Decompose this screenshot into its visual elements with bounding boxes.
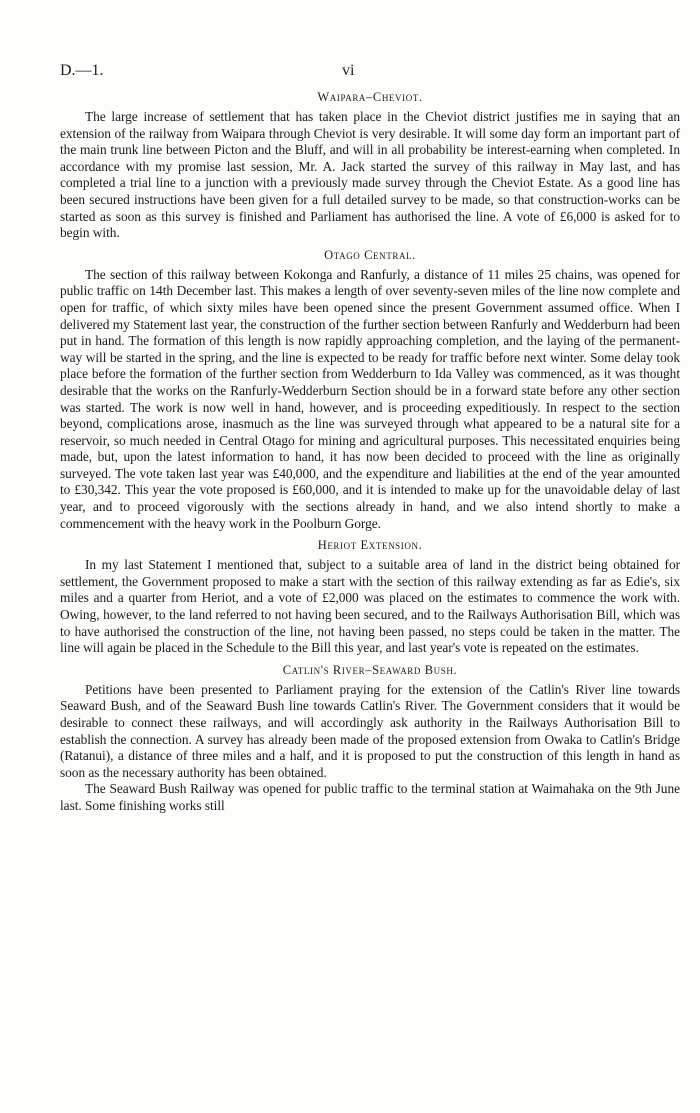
section-heading: Catlin's River–Seaward Bush.: [282, 662, 458, 677]
paragraph: The section of this railway between Kokonga and Ranfurly, a distance of 11 miles 25 chains, was opened for public traffic on 14th December last. This makes a length of over seventy-seven miles of the line now complete and open for traffic, of which sixty miles have been opened since the present Government assumed office. When I delivered my Statement last year, the construction of the further section between Ranfurly and Wedderburn had been put in hand. The formation of this length is now rapidly approaching completion, and the laying of the permanent-way will be started in the spring, and the line is expected to be ready for traffic before next winter. Some delay took place before the formation of the further section from Wedderburn to Ida Valley was commenced, as it was thought desirable that the works on the Ranfurly-Wedderburn Section should be in a forward state before any other section was started. The work is now well in hand, however, and is proceeding expeditiously. In respect to the section beyond, complications arose, inasmuch as the line was surveyed through what appeared to be a natural site for a reservoir, so much needed in Central Otago for mining and agricultural purposes. This necessitated enquiries being made, but, upon the latest information to hand, it has now been decided to proceed with the line as originally surveyed. The vote taken last year was £40,000, and the expenditure and liabilities at the end of the year amounted to £30,342. This year the vote proposed is £60,000, and it is intended to make up for the unavoidable delay of last year, and to proceed vigorously with the sections already in hand, and we also intend shortly to make a commencement with the heavy work in the Poolburn Gorge.: [60, 266, 680, 531]
section-waipara-cheviot: [60, 90, 680, 242]
paragraph: In my last Statement I mentioned that, subject to a suitable area of land in the district being obtained for settlement, the Government proposed to make a start with the section of this railway extending as far as Edie's, six miles and a quarter from Heriot, and a vote of £2,000 was placed on the estimates to commence the work with. Owing, however, to the land referred to not having been secured, and to the Railways Authorisation Bill, which was to have authorised the construction of the line, not having been passed, no steps could be taken in the matter. The line will again be placed in the Schedule to the Bill this year, and last year's vote is repeated on the estimates.: [60, 557, 680, 656]
paragraph: The Seaward Bush Railway was opened for public traffic to the terminal station at Waimahaka on the 9th June last. Some finishing works still: [60, 781, 680, 813]
section-heading: Otago Central.: [324, 247, 416, 262]
document-reference: D.—1.: [60, 62, 104, 79]
document-page: [60, 58, 680, 815]
section-catlins-river-seaward-bush: [60, 663, 680, 815]
section-heading: Heriot Extension.: [317, 538, 423, 553]
section-heading: Waipara–Cheviot.: [317, 90, 423, 104]
paragraph: The large increase of settlement that has taken place in the Cheviot district justifies me in saying that an extension of the railway from Waipara through Cheviot is very desirable. It will some day form an important part of the main trunk line between Picton and the Bluff, and will in all probability be interest-earning when completed. In accordance with my promise last session, Mr. A. Jack started the survey of this railway in May last, and has completed a trial line to a junction with a previously made survey through the Cheviot Estate. As a good line has been secured instructions have been given for a full detailed survey to be made, so that construction-works can be started as soon as this survey is finished and Parliament has authorised the line. A vote of £6,000 is asked for to begin with.: [60, 109, 680, 241]
section-heriot-extension: [60, 538, 680, 657]
page-header: [60, 58, 680, 86]
page-number: vi: [342, 62, 355, 79]
paragraph: Petitions have been presented to Parliament praying for the extension of the Catlin's River line towards Seaward Bush, and of the Seaward Bush line towards Catlin's River. The Government considers that it would be desirable to connect these railways, and will accordingly ask authority in the Railways Authorisation Bill to establish the connection. A survey has already been made of the proposed extension from Owaka to Catlin's Bridge (Ratanui), a distance of three miles and a half, and it is proposed to put the construction of this length in hand as soon as the necessary authority has been obtained.: [60, 681, 680, 780]
section-otago-central: [60, 248, 680, 533]
